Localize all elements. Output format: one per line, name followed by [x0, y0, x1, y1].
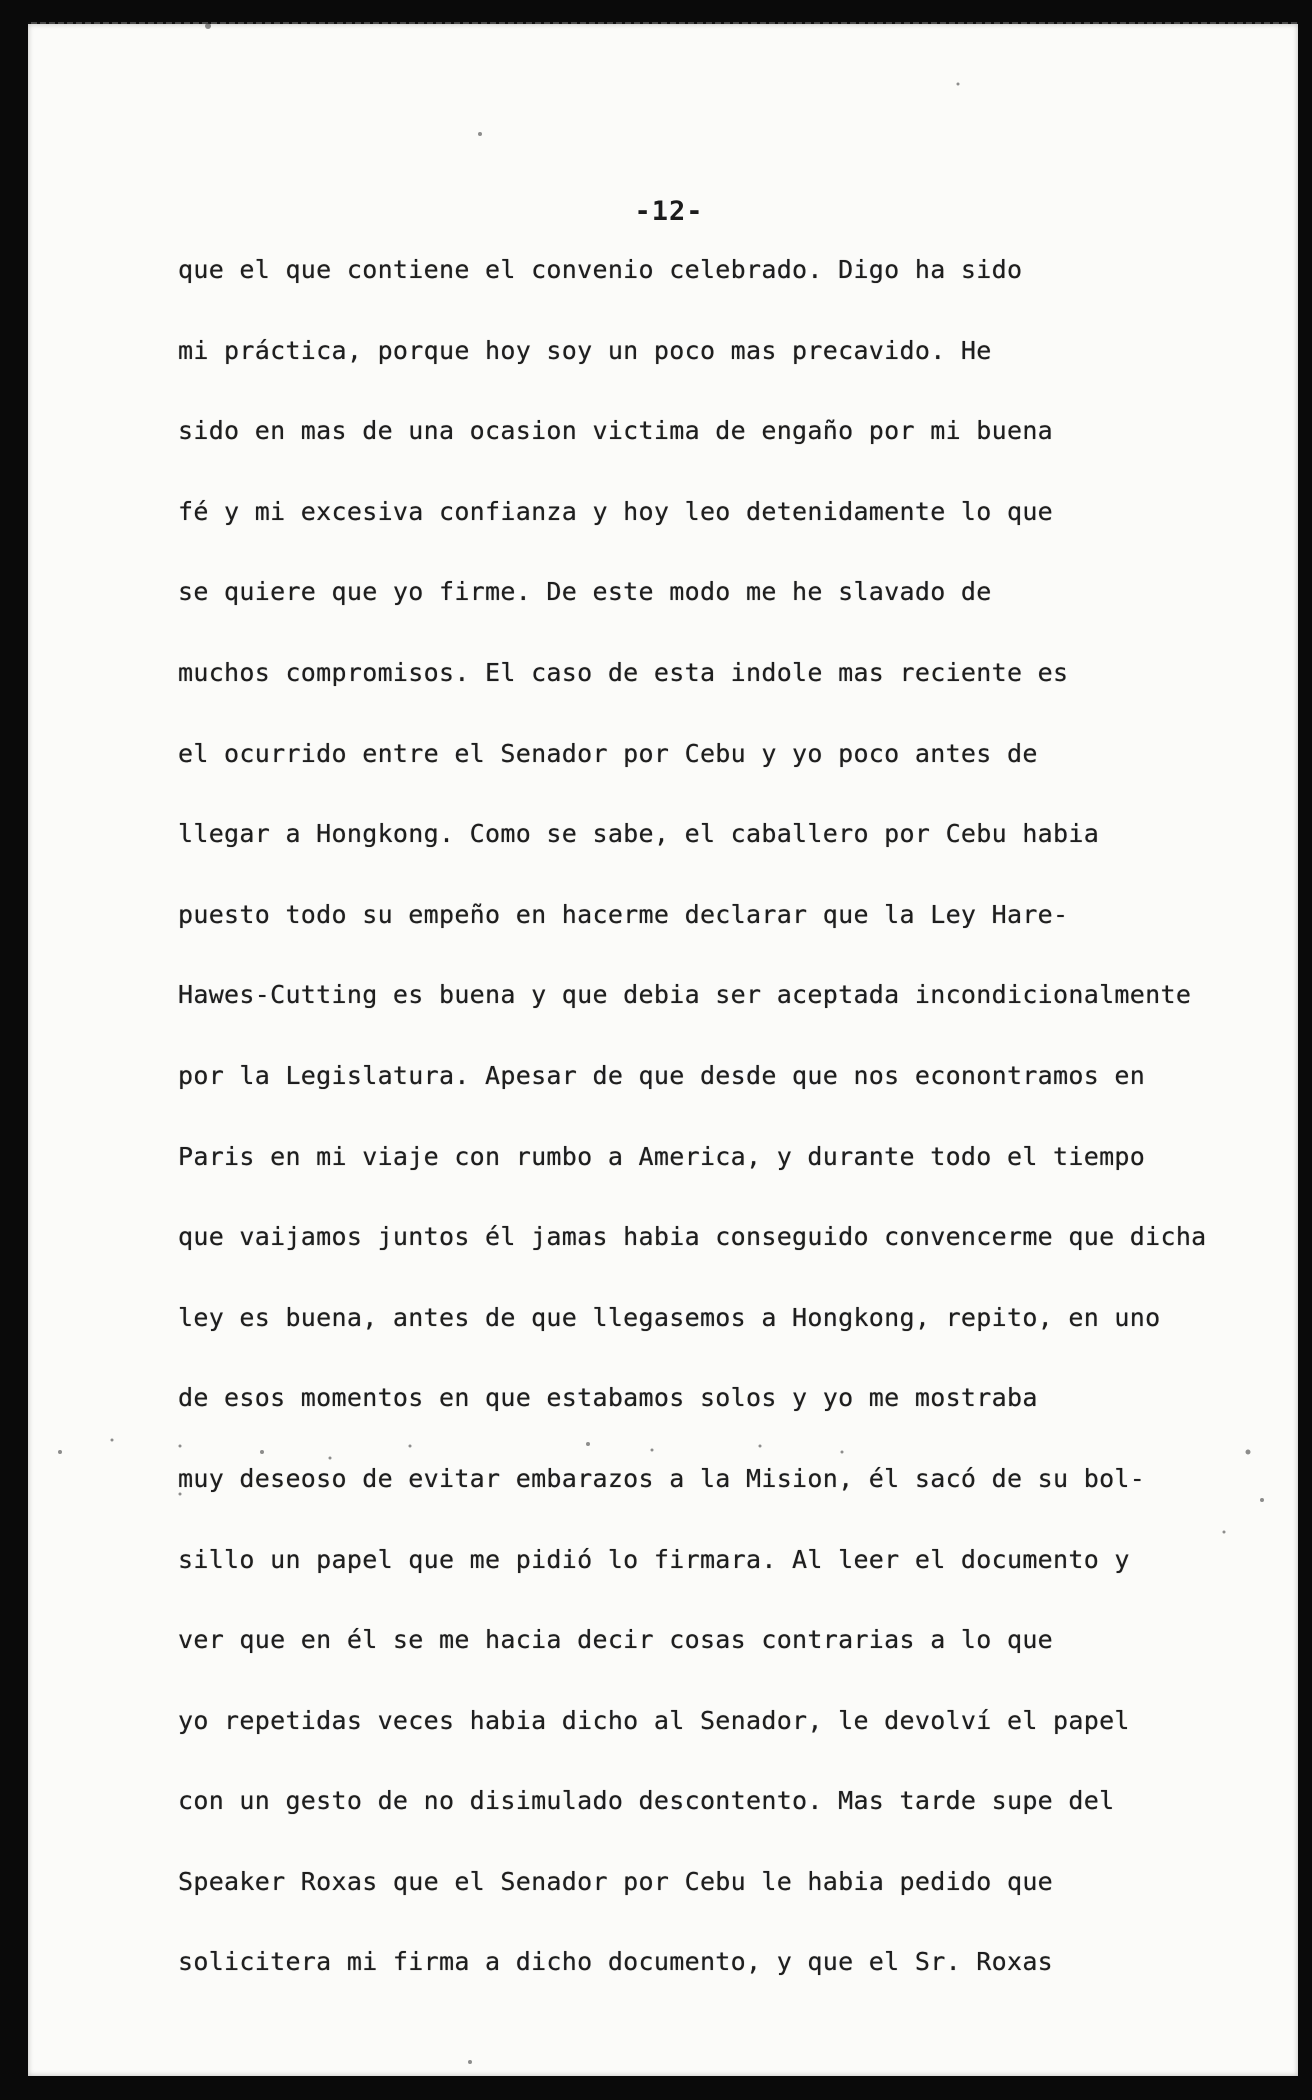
- text-line: solicitera mi firma a dicho documento, y que el Sr. Roxas: [178, 1947, 1054, 1977]
- text-line: que vaijamos juntos él jamas habia conseguido convencerme que dicha: [178, 1222, 1207, 1252]
- text-line: sido en mas de una ocasion victima de engaño por mi buena: [178, 416, 1054, 446]
- text-line: ver que en él se me hacia decir cosas contrarias a lo que: [178, 1625, 1054, 1655]
- text-line: con un gesto de no disimulado descontento. Mas tarde supe del: [178, 1786, 1115, 1816]
- text-line: Paris en mi viaje con rumbo a America, y durante todo el tiempo: [178, 1141, 1146, 1171]
- text-line: muy deseoso de evitar embarazos a la Mision, él sacó de su bol-: [178, 1463, 1146, 1493]
- text-line: por la Legislatura. Apesar de que desde que nos econontramos en: [178, 1060, 1146, 1090]
- text-line: muchos compromisos. El caso de esta indole mas reciente es: [178, 657, 1069, 687]
- text-line: Speaker Roxas que el Senador por Cebu le habia pedido que: [178, 1866, 1054, 1896]
- text-line: el ocurrido entre el Senador por Cebu y yo poco antes de: [178, 738, 1038, 768]
- text-line: ley es buena, antes de que llegasemos a Hongkong, repito, en uno: [178, 1302, 1161, 1332]
- text-line: sillo un papel que me pidió lo firmara. Al leer el documento y: [178, 1544, 1130, 1574]
- text-line: fé y mi excesiva confianza y hoy leo detenidamente lo que: [178, 496, 1054, 526]
- text-line: puesto todo su empeño en hacerme declarar que la Ley Hare-: [178, 899, 1069, 929]
- text-line: de esos momentos en que estabamos solos y yo me mostraba: [178, 1383, 1038, 1413]
- text-line: mi práctica, porque hoy soy un poco mas precavido. He: [178, 335, 992, 365]
- typed-text-body: [178, 254, 1268, 2027]
- text-line: llegar a Hongkong. Como se sabe, el caballero por Cebu habia: [178, 819, 1100, 849]
- page-number: -12-: [634, 196, 704, 227]
- text-line: que el que contiene el convenio celebrado. Digo ha sido: [178, 255, 1023, 284]
- text-line: se quiere que yo firme. De este modo me he slavado de: [178, 577, 992, 607]
- text-line: yo repetidas veces habia dicho al Senador, le devolví el papel: [178, 1705, 1130, 1735]
- text-line: Hawes-Cutting es buena y que debia ser aceptada incondicionalmente: [178, 980, 1192, 1010]
